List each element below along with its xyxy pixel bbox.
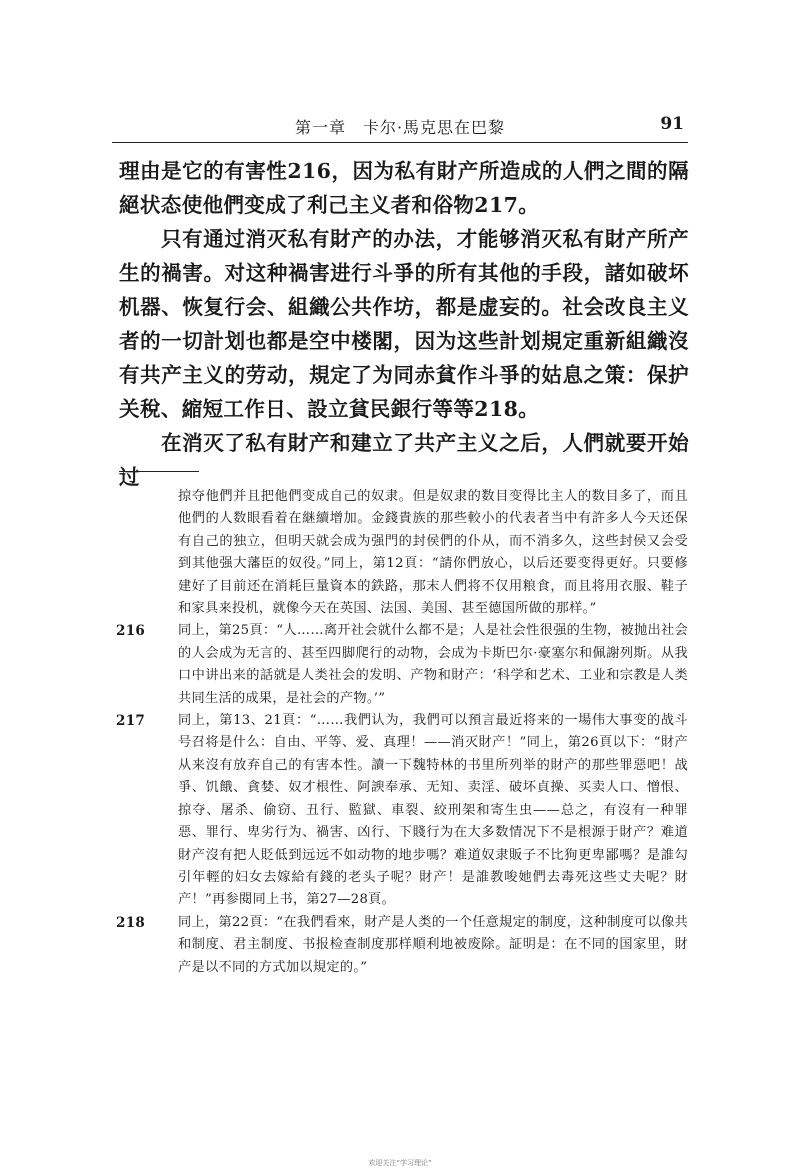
footnotes	[116, 486, 688, 979]
paragraph: 理由是它的有害性216，因为私有財产所造成的人們之間的隔絕状态使他們变成了利己主义者和俗物217。	[119, 159, 689, 217]
paragraph: 在消灭了私有財产和建立了共产主义之后，人們就要开始过	[119, 431, 689, 489]
footnote-216	[116, 620, 688, 710]
footnote-number: 217	[116, 713, 146, 730]
footnote-number: 218	[116, 914, 146, 931]
footer-credit: 欢迎关注“学习理论”	[368, 1159, 432, 1167]
footnote-separator	[119, 471, 199, 472]
footnote-218	[116, 912, 688, 979]
main-text	[119, 154, 689, 494]
paragraph: 只有通过消灭私有財产的办法，才能够消灭私有財产所产生的禍害。对这种禍害进行斗爭的所有其他的手段，諸如破坏机器、恢复行会、組織公共作坊，都是虚妄的。社会改良主义者的一切計划也都是空中楼閣，因为这些計划規定重新組織沒有共产主义的劳动，規定了为同赤貧作斗爭的姑息之策：保护关稅、縮短工作日、設立貧民銀行等等218。	[119, 227, 689, 421]
footnote-text: 同上，第22頁：“在我們看來，財产是人类的一个任意規定的制度，这种制度可以像共和制度、君主制度、书报检查制度那样順利地被废除。証明是：在不同的国家里，財产是以不同的方式加以規定的。”	[178, 914, 688, 975]
chapter-title: 第一章 卡尔·馬克思在巴黎	[294, 118, 506, 137]
page-number: 91	[660, 114, 684, 134]
footnote-text: 同上，第13、21頁：“……我們认为，我們可以預言最近将来的一場伟大事变的战斗号召将是什么：自由、平等、爱、真理！——消灭財产！”同上，第26頁以下：“財产从来沒有放弃自己的有害本性。讀一下魏特林的书里所列举的財产的那些罪惡吧！战爭、饥餓、貪婪、奴才根性、阿諛奉承、无知、卖淫、破坏貞操、买卖人口、憎恨、掠夺、屠杀、偷窃、丑行、監獄、車裂、絞刑架和寄生虫——总之，有沒有一种罪惡、罪行、卑劣行为、禍害、凶行、下賤行为在大多数情况下不是根源于財产？难道財产沒有把人貶低到远远不如动物的地步嗎？难道奴隶販子不比狗更卑鄙嗎？是誰勾引年輕的妇女去嫁給有錢的老头子呢？財产！是誰教唆她們去毒死这些丈夫呢？財产！”再参閱同上书，第27—28頁。	[178, 713, 688, 908]
footnote-continuation: 掠夺他們并且把他們变成自己的奴隶。但是奴隶的数目变得比主人的数目多了，而且他們的人数眼看着在継續增加。金錢貴族的那些較小的代表者当中有許多人今天还保有自己的独立，但明天就会成为强門的封侯們的仆从，而不消多久，这些封侯又会受到其他强大藩臣的奴役。”同上，第12頁：“請你們放心，以后还要变得更好。只要修建好了目前还在消耗巨量資本的鉄路，那末人們将不仅用粮食，而且将用衣服、鞋子和家具来投机，就像今天在英国、法国、美国、甚至德国所做的那样。”	[178, 489, 688, 617]
footnote-217	[116, 710, 688, 912]
running-header	[112, 112, 688, 143]
footnote-number: 216	[116, 623, 146, 640]
footnote-text: 同上，第25頁：“人……离开社会就什么都不是；人是社会性很强的生物，被抛出社会的人会成为无言的、甚至四脚爬行的动物，会成为卡斯巴尔·豪塞尔和佩謝列斯。从我口中讲出来的話就是人类社会的发明、产物和財产：‘科学和艺术、工业和宗教是人类共同生活的成果，是社会的产物。’”	[178, 623, 688, 706]
